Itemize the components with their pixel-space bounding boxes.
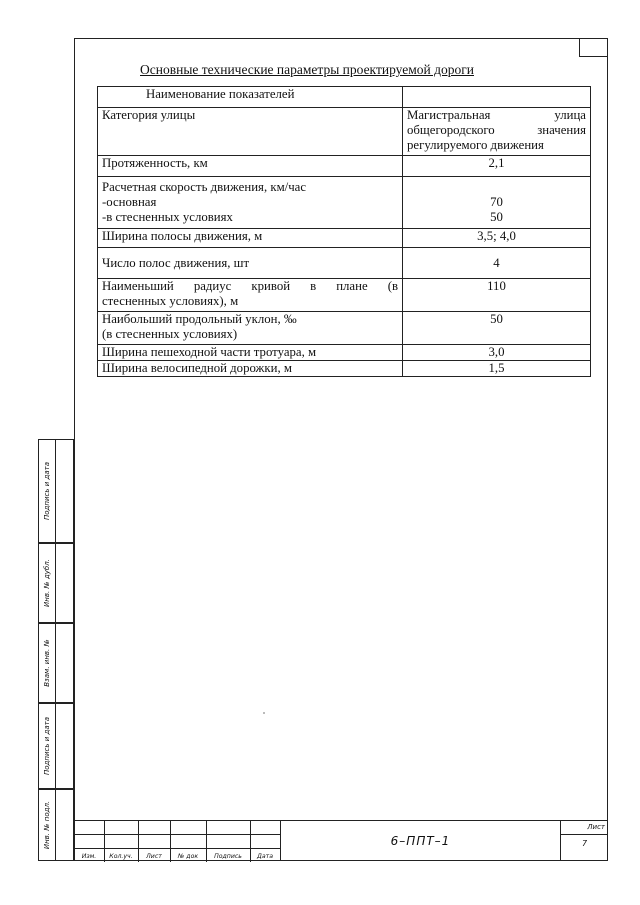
- row-value: 4: [403, 248, 591, 279]
- title-block: [74, 820, 608, 861]
- sheet-cell: [560, 820, 608, 861]
- side-stamp: [38, 439, 74, 861]
- row-name: Ширина полосы движения, м: [98, 229, 403, 248]
- side-label-text: Подпись и дата: [43, 717, 52, 775]
- name-line: -в стесненных условиях: [102, 210, 233, 224]
- scan-speck: [263, 712, 265, 714]
- name-line: (в стесненных условиях): [102, 327, 238, 341]
- table-header-row: [98, 87, 591, 108]
- side-label-text: Инв. № подл.: [43, 800, 52, 850]
- table-row: [98, 108, 591, 156]
- row-value: 1,5: [403, 361, 591, 377]
- value-line: 70: [490, 195, 503, 209]
- name-line: стесненных условиях), м: [102, 294, 239, 308]
- row-name: Протяженность, км: [98, 156, 403, 177]
- header-cell: Наименование показателей: [98, 87, 403, 108]
- row-value: 3,5; 4,0: [403, 229, 591, 248]
- row-value: 50: [403, 312, 591, 345]
- side-label: [39, 790, 56, 860]
- revision-grid: [74, 820, 280, 862]
- column-label: Кол.уч.: [109, 853, 133, 860]
- side-cell: [38, 543, 74, 623]
- table-row: [98, 361, 591, 377]
- column-label: Подпись: [214, 853, 242, 860]
- row-name: Число полос движения, шт: [98, 248, 403, 279]
- designation: 6–ППТ–1: [390, 834, 451, 848]
- column-label: № док: [177, 853, 199, 860]
- table-row: [98, 312, 591, 345]
- side-label-text: Инв. № дубл.: [43, 559, 51, 607]
- value-line: 50: [490, 210, 503, 224]
- side-label-text: Взам. инв. №: [43, 639, 51, 687]
- side-label: [39, 544, 56, 622]
- side-label-text: Подпись и дата: [43, 462, 52, 520]
- header-empty-cell: [403, 87, 591, 108]
- designation-cell: [280, 820, 560, 861]
- value-word: общегородского: [407, 123, 495, 137]
- side-cell: [38, 623, 74, 703]
- row-value: 110: [403, 279, 591, 312]
- name-line: Расчетная скорость движения, км/час: [102, 180, 307, 194]
- side-label: [39, 704, 56, 788]
- parameters-table: [97, 86, 591, 377]
- side-label: [39, 624, 56, 702]
- row-name: [98, 312, 403, 345]
- row-name: Ширина велосипедной дорожки, м: [98, 361, 403, 377]
- value-word: улица: [554, 108, 586, 122]
- table-row: [98, 156, 591, 177]
- table-row: [98, 229, 591, 248]
- row-name: Ширина пешеходной части тротуара, м: [98, 345, 403, 361]
- sheet-number: 7: [581, 839, 588, 848]
- row-value: 2,1: [403, 156, 591, 177]
- column-label: Лист: [146, 853, 162, 860]
- row-name: Категория улицы: [98, 108, 403, 156]
- frame-corner-box: [579, 38, 608, 57]
- row-value: [403, 108, 591, 156]
- value-line: [407, 180, 586, 195]
- sheet-label: Лист: [561, 823, 608, 835]
- name-line: Наименьший радиус кривой в плане (в: [102, 279, 398, 293]
- row-value: 3,0: [403, 345, 591, 361]
- name-line: -основная: [102, 195, 157, 209]
- side-cell: [38, 789, 74, 861]
- side-cell: [38, 439, 74, 543]
- row-name: [98, 279, 403, 312]
- value-line: регулируемого движения: [407, 138, 544, 152]
- value-word: значения: [537, 123, 586, 137]
- column-label: Дата: [256, 853, 274, 860]
- row-value: [403, 177, 591, 229]
- row-name: [98, 177, 403, 229]
- column-label: Изм.: [81, 853, 97, 860]
- side-cell: [38, 703, 74, 789]
- value-line: [407, 123, 586, 138]
- table-row: [98, 279, 591, 312]
- table-row: [98, 177, 591, 229]
- value-word: Магистральная: [407, 108, 491, 122]
- table-row: [98, 345, 591, 361]
- side-label: [39, 440, 56, 542]
- value-line: [407, 108, 586, 123]
- table-row: [98, 248, 591, 279]
- document-title: Основные технические параметры проектируемой дороги: [140, 62, 474, 77]
- name-line: Наибольший продольный уклон, ‰: [102, 312, 297, 326]
